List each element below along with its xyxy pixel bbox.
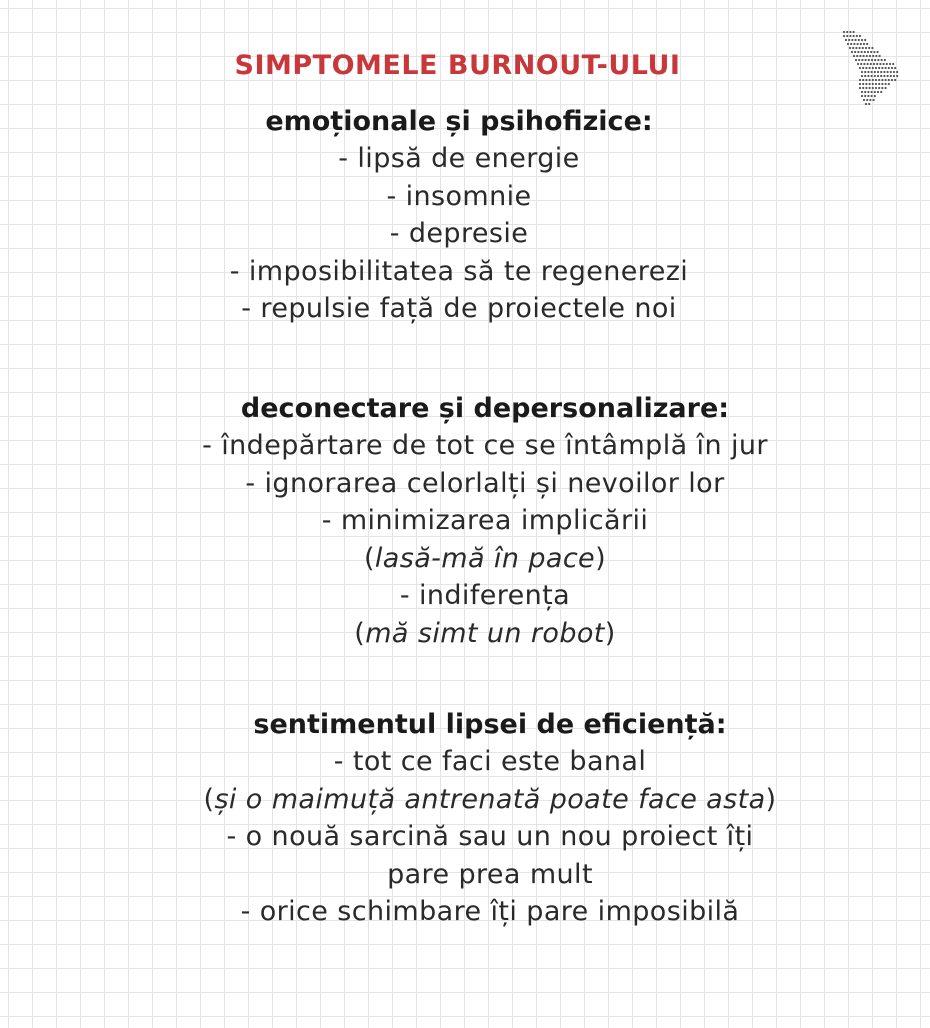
section-heading: sentimentul lipsei de eficiență:	[253, 709, 727, 740]
list-item: - îndepărtare de tot ce se întâmplă în jur	[202, 430, 768, 461]
list-item: - ignorarea celorlalți și nevoilor lor	[245, 467, 725, 499]
moldova-map-dotted-icon	[838, 28, 904, 108]
list-item: - minimizarea implicării	[321, 505, 649, 536]
list-item: - indiferența	[399, 580, 571, 611]
list-item: - orice schimbare îți pare imposibilă	[240, 896, 740, 927]
section-emotional-psychophysical	[0, 104, 924, 328]
list-item: pare prea mult	[387, 858, 593, 890]
note-text: mă simt un robot	[365, 617, 605, 649]
list-item: - repulsie față de proiectele noi	[241, 293, 677, 324]
section-heading: emoționale și psihofizice:	[265, 106, 653, 137]
list-item: - depresie	[389, 218, 529, 249]
list-item-note: (lasă-mă în pace)	[363, 542, 607, 574]
list-item: - tot ce faci este banal	[333, 746, 647, 777]
section-lack-of-efficiency	[25, 707, 930, 931]
note-text: și o maimuță antrenată poate face asta	[214, 783, 766, 815]
section-heading: deconectare și depersonalizare:	[240, 393, 730, 424]
list-item: - insomnie	[386, 180, 532, 212]
list-item: - lipsă de energie	[338, 143, 580, 174]
list-item: - o nouă sarcină sau un nou proiect îți	[226, 821, 754, 852]
section-disconnection-depersonalization	[20, 391, 930, 652]
list-item-note: (și o maimuță antrenată poate face asta)	[203, 783, 777, 815]
list-item: - imposibilitatea să te regenerezi	[229, 255, 689, 287]
page-title: SIMPTOMELE BURNOUT-ULUI	[234, 50, 681, 81]
note-text: lasă-mă în pace	[374, 542, 596, 574]
list-item-note: (mă simt un robot)	[354, 617, 616, 649]
